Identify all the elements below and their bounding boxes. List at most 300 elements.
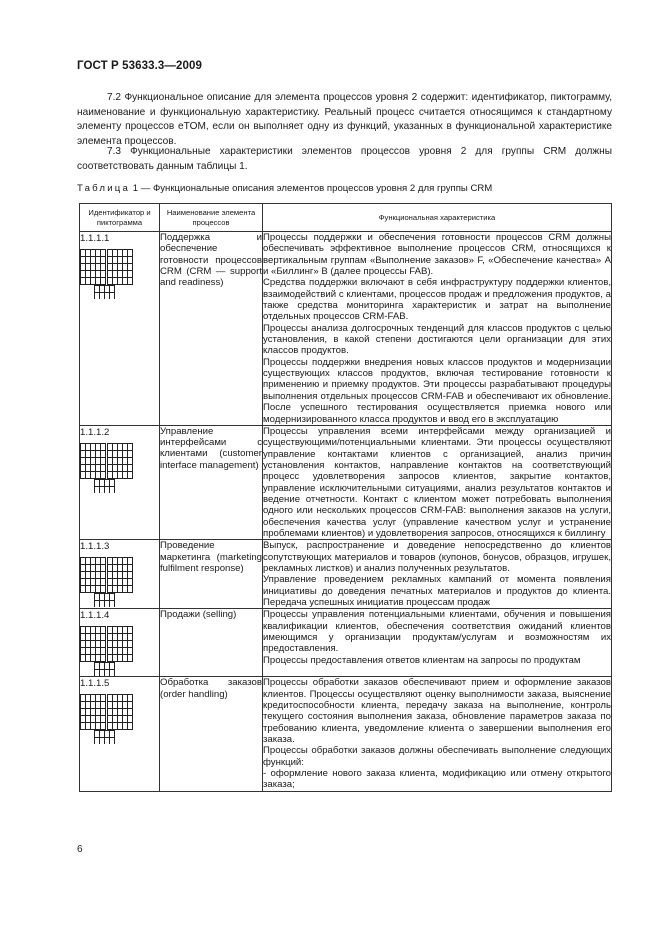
grid-cell bbox=[118, 450, 123, 457]
grid-cell bbox=[91, 723, 96, 730]
grid-cell bbox=[123, 702, 128, 709]
grid-cell bbox=[113, 565, 118, 572]
header-desc: Функциональная характеристика bbox=[263, 204, 612, 232]
grid-cell bbox=[86, 702, 91, 709]
grid-cell bbox=[91, 716, 96, 723]
grid-cell bbox=[100, 670, 105, 677]
grid-cell bbox=[91, 627, 96, 634]
grid-cell bbox=[101, 443, 106, 450]
grid-cell bbox=[108, 723, 113, 730]
grid-cell bbox=[101, 457, 106, 464]
grid-cell bbox=[105, 663, 110, 670]
grid-cell bbox=[108, 257, 113, 264]
grid-cell bbox=[95, 601, 100, 608]
grid-cell bbox=[118, 586, 123, 593]
grid-cell bbox=[96, 648, 101, 655]
grid-cell bbox=[123, 586, 128, 593]
grid-cell bbox=[91, 471, 96, 478]
grid-cell bbox=[96, 450, 101, 457]
table-caption bbox=[77, 183, 492, 194]
grid-cell bbox=[128, 702, 133, 709]
grid-cell bbox=[96, 443, 101, 450]
grid-cell bbox=[105, 670, 110, 677]
grid-cell bbox=[96, 565, 101, 572]
grid-cell bbox=[100, 479, 105, 486]
paragraph-7-2-text: 7.2 Функциональное описание для элемента процессов уровня 2 содержит: идентификатор, пиктограмму, наименование и функциональную характеристику. Реальный процесс считается относящимся к стандартному элементу процессов eTOM, если он выполняет одну из функций, указанных в функциональной характеристике элемента процессов. bbox=[77, 92, 612, 147]
grid-cell bbox=[118, 443, 123, 450]
grid-cell bbox=[113, 695, 118, 702]
grid-cell bbox=[91, 278, 96, 285]
row-process-name: Обработка заказов (order handling) bbox=[160, 677, 262, 700]
grid-cell bbox=[110, 293, 115, 300]
grid-cell bbox=[105, 601, 110, 608]
grid-cell bbox=[101, 709, 106, 716]
grid-cell bbox=[91, 271, 96, 278]
description-paragraph: Процессы поддержки и обеспечения готовности процессов CRM должны обеспечивать эффективное выполнение процессов CRM, относящихся к вертикальным группам «Выполнение заказов» F, «Обеспечение качества» А и «Биллинг» В (далее процессы FAB). bbox=[263, 232, 611, 278]
description-paragraph: - оформление нового заказа клиента, модификацию или отмену открытого заказа; bbox=[263, 768, 611, 791]
table-row bbox=[80, 540, 612, 609]
grid-cell bbox=[128, 464, 133, 471]
row-name-cell bbox=[160, 609, 263, 677]
table-row bbox=[80, 232, 612, 426]
grid-cell bbox=[118, 264, 123, 271]
grid-cell bbox=[86, 464, 91, 471]
table-row bbox=[80, 609, 612, 677]
grid-cell bbox=[118, 257, 123, 264]
row-process-name: Проведение маркетинга (marketing fulfilment response) bbox=[160, 540, 262, 574]
grid-cell bbox=[91, 702, 96, 709]
grid-cell bbox=[123, 457, 128, 464]
grid-cell bbox=[91, 464, 96, 471]
grid-cell bbox=[108, 716, 113, 723]
page-number: 6 bbox=[77, 844, 83, 855]
grid-cell bbox=[101, 250, 106, 257]
grid-cell bbox=[128, 723, 133, 730]
description-paragraph: Процессы управления всеми интерфейсами между организацией и существующими/потенциальными клиентами. Эти процессы осуществляют управление контактами клиентов с организацией, анализ причин установления контактов, направление контактов на соответствующий процесс удовлетворения запросов клиентов, закрытие контактов, управление исключительными ситуациями, анализ результатов контактов и ведение отчетности. Контакт с клиентом может потребовать выполнения одного или нескольких процессов CRM-FAB: выполнения заказов на услуги, обеспечения качества услуг (управление качеством услуг и устранение проблемами клиентов) и удовлетворения запросов, относящихся к биллингу bbox=[263, 425, 611, 539]
grid-cell bbox=[123, 579, 128, 586]
description-paragraph: Процессы поддержки внедрения новых классов продуктов и модернизации существующих классов продуктов, включая тестирование готовности к применению и приемку продуктов. Эти процессы разрабатывают процедуры выполнения отдельных процессов CRM-FAB и обеспечивают их обновление. После успешного тестирования осуществляется приемка нового или модернизированного класса продуктов и ввод его в эксплуатацию bbox=[263, 356, 611, 425]
grid-cell bbox=[101, 271, 106, 278]
grid-cell bbox=[108, 709, 113, 716]
description-paragraph: Процессы управления потенциальными клиентами, обучения и повышения квалификации клиентов, обеспечения соответствия ожиданий клиентов имеющимся у организации продуктам/услугам и возможностям их предоставления. bbox=[263, 609, 611, 655]
grid-cell bbox=[96, 572, 101, 579]
row-id-cell bbox=[80, 540, 160, 609]
grid-cell bbox=[123, 655, 128, 662]
grid-cell bbox=[118, 558, 123, 565]
grid-cell bbox=[101, 264, 106, 271]
row-identifier: 1.1.1.5 bbox=[80, 678, 110, 690]
grid-cell bbox=[81, 702, 86, 709]
grid-cell bbox=[123, 627, 128, 634]
grid-cell bbox=[128, 572, 133, 579]
grid-cell bbox=[91, 695, 96, 702]
description-paragraph: Управление проведением рекламных кампаний от момента появления инициативы до доведения печатных материалов и продуктов до клиента. Передача успешных инициатив процессам продаж bbox=[263, 574, 611, 608]
grid-cell bbox=[113, 250, 118, 257]
grid-cell bbox=[128, 250, 133, 257]
grid-cell bbox=[128, 648, 133, 655]
grid-cell bbox=[95, 738, 100, 745]
grid-cell bbox=[81, 558, 86, 565]
grid-cell bbox=[100, 663, 105, 670]
grid-cell bbox=[118, 565, 123, 572]
grid-cell bbox=[108, 278, 113, 285]
grid-cell bbox=[110, 479, 115, 486]
grid-cell bbox=[86, 723, 91, 730]
table-caption-text: 1 — Функциональные описания элементов процессов уровня 2 для группы CRM bbox=[132, 183, 493, 194]
grid-cell bbox=[81, 250, 86, 257]
grid-cell bbox=[101, 634, 106, 641]
grid-cell bbox=[86, 634, 91, 641]
grid-cell bbox=[118, 457, 123, 464]
grid-cell bbox=[128, 709, 133, 716]
grid-cell bbox=[100, 293, 105, 300]
grid-cell bbox=[86, 579, 91, 586]
grid-cell bbox=[86, 586, 91, 593]
table-row bbox=[80, 425, 612, 539]
grid-cell bbox=[118, 464, 123, 471]
row-process-name: Продажи (selling) bbox=[160, 609, 237, 621]
grid-cell bbox=[81, 271, 86, 278]
process-grid-icon bbox=[80, 694, 140, 744]
grid-cell bbox=[110, 670, 115, 677]
grid-cell bbox=[95, 594, 100, 601]
grid-cell bbox=[81, 264, 86, 271]
grid-cell bbox=[86, 565, 91, 572]
grid-cell bbox=[123, 565, 128, 572]
grid-cell bbox=[100, 286, 105, 293]
grid-cell bbox=[101, 558, 106, 565]
grid-cell bbox=[113, 579, 118, 586]
grid-cell bbox=[96, 716, 101, 723]
grid-cell bbox=[123, 695, 128, 702]
grid-cell bbox=[108, 572, 113, 579]
process-grid-icon bbox=[80, 443, 140, 493]
grid-cell bbox=[105, 286, 110, 293]
grid-cell bbox=[81, 457, 86, 464]
grid-cell bbox=[128, 634, 133, 641]
grid-cell bbox=[96, 723, 101, 730]
grid-cell bbox=[113, 716, 118, 723]
grid-cell bbox=[96, 627, 101, 634]
grid-cell bbox=[86, 278, 91, 285]
grid-cell bbox=[108, 471, 113, 478]
grid-cell bbox=[95, 663, 100, 670]
grid-cell bbox=[91, 709, 96, 716]
grid-cell bbox=[113, 257, 118, 264]
grid-cell bbox=[91, 648, 96, 655]
grid-cell bbox=[110, 663, 115, 670]
grid-cell bbox=[95, 293, 100, 300]
grid-cell bbox=[108, 579, 113, 586]
grid-cell bbox=[113, 634, 118, 641]
grid-cell bbox=[100, 731, 105, 738]
grid-cell bbox=[86, 648, 91, 655]
grid-cell bbox=[108, 450, 113, 457]
grid-cell bbox=[96, 634, 101, 641]
row-desc-cell bbox=[263, 232, 612, 426]
grid-cell bbox=[118, 579, 123, 586]
grid-cell bbox=[123, 716, 128, 723]
row-identifier: 1.1.1.4 bbox=[80, 610, 110, 622]
grid-cell bbox=[91, 572, 96, 579]
description-paragraph: Процессы обработки заказов должны обеспечивать выполнение следующих функций: bbox=[263, 745, 611, 768]
grid-cell bbox=[110, 601, 115, 608]
table-caption-label: Таблица bbox=[77, 183, 131, 194]
grid-cell bbox=[86, 471, 91, 478]
row-desc-cell bbox=[263, 609, 612, 677]
grid-cell bbox=[128, 565, 133, 572]
grid-cell bbox=[95, 486, 100, 493]
grid-cell bbox=[105, 738, 110, 745]
grid-cell bbox=[91, 579, 96, 586]
grid-cell bbox=[86, 250, 91, 257]
grid-cell bbox=[96, 471, 101, 478]
grid-cell bbox=[108, 641, 113, 648]
grid-cell bbox=[118, 716, 123, 723]
grid-cell bbox=[113, 558, 118, 565]
grid-cell bbox=[81, 572, 86, 579]
grid-cell bbox=[128, 716, 133, 723]
grid-cell bbox=[123, 641, 128, 648]
grid-cell bbox=[118, 634, 123, 641]
row-name-cell bbox=[160, 677, 263, 791]
grid-cell bbox=[128, 471, 133, 478]
grid-cell bbox=[108, 464, 113, 471]
row-id-cell bbox=[80, 677, 160, 791]
description-paragraph: Выпуск, распространение и доведение непосредственно до клиентов сопутствующих материалов и товаров (купонов, бонусов, образцов, игрушек, рекламных листков) и анализ полученных результатов. bbox=[263, 540, 611, 574]
grid-cell bbox=[96, 702, 101, 709]
grid-cell bbox=[113, 709, 118, 716]
grid-cell bbox=[118, 278, 123, 285]
grid-cell bbox=[101, 464, 106, 471]
grid-cell bbox=[118, 648, 123, 655]
row-desc-cell bbox=[263, 425, 612, 539]
grid-cell bbox=[118, 627, 123, 634]
grid-cell bbox=[100, 601, 105, 608]
paragraph-7-2 bbox=[77, 91, 612, 149]
grid-cell bbox=[108, 627, 113, 634]
description-paragraph: Процессы анализа долгосрочных тенденций для классов продуктов с целью установления, в какой степени достигаются цели организации для этих классов продуктов. bbox=[263, 322, 611, 357]
grid-cell bbox=[81, 716, 86, 723]
grid-cell bbox=[128, 586, 133, 593]
grid-cell bbox=[101, 648, 106, 655]
description-paragraph: Процессы предоставления ответов клиентам на запросы по продуктам bbox=[263, 654, 581, 666]
grid-cell bbox=[113, 572, 118, 579]
grid-cell bbox=[95, 731, 100, 738]
row-id-cell bbox=[80, 425, 160, 539]
grid-cell bbox=[118, 271, 123, 278]
grid-cell bbox=[108, 702, 113, 709]
grid-cell bbox=[86, 264, 91, 271]
grid-cell bbox=[81, 464, 86, 471]
paragraph-7-3-text: 7.3 Функциональные характеристики элементов процессов уровня 2 для группы CRM должны соответствовать данным таблицы 1. bbox=[77, 146, 612, 172]
row-identifier: 1.1.1.3 bbox=[80, 541, 110, 553]
grid-cell bbox=[108, 558, 113, 565]
functions-table bbox=[79, 203, 612, 792]
grid-cell bbox=[123, 572, 128, 579]
process-grid-icon bbox=[80, 249, 140, 299]
grid-cell bbox=[96, 709, 101, 716]
grid-cell bbox=[96, 250, 101, 257]
grid-cell bbox=[118, 702, 123, 709]
grid-cell bbox=[123, 648, 128, 655]
grid-cell bbox=[128, 443, 133, 450]
grid-cell bbox=[81, 634, 86, 641]
grid-cell bbox=[128, 558, 133, 565]
grid-cell bbox=[110, 731, 115, 738]
grid-cell bbox=[123, 471, 128, 478]
grid-cell bbox=[113, 627, 118, 634]
grid-cell bbox=[113, 723, 118, 730]
grid-cell bbox=[81, 257, 86, 264]
grid-cell bbox=[105, 479, 110, 486]
grid-cell bbox=[113, 264, 118, 271]
table-header-row bbox=[80, 204, 612, 232]
grid-cell bbox=[108, 443, 113, 450]
grid-cell bbox=[81, 695, 86, 702]
table-row bbox=[80, 677, 612, 791]
description-paragraph: Средства поддержки включают в себя инфраструктуру поддержки клиентов, взаимодействий с клиентами, процессов продаж и предложения продуктов, а также средства мониторинга характеристик и затрат на выполнение отдельных процессов CRM-FAB. bbox=[263, 277, 611, 323]
grid-cell bbox=[96, 464, 101, 471]
grid-cell bbox=[101, 702, 106, 709]
grid-cell bbox=[96, 586, 101, 593]
grid-cell bbox=[101, 278, 106, 285]
row-desc-cell bbox=[263, 677, 612, 791]
grid-cell bbox=[113, 457, 118, 464]
grid-cell bbox=[128, 271, 133, 278]
grid-cell bbox=[100, 738, 105, 745]
grid-cell bbox=[91, 443, 96, 450]
grid-cell bbox=[101, 723, 106, 730]
grid-cell bbox=[128, 655, 133, 662]
row-name-cell bbox=[160, 540, 263, 609]
grid-cell bbox=[123, 450, 128, 457]
grid-cell bbox=[91, 558, 96, 565]
grid-cell bbox=[108, 250, 113, 257]
grid-cell bbox=[81, 655, 86, 662]
grid-cell bbox=[108, 655, 113, 662]
row-identifier: 1.1.1.2 bbox=[80, 426, 110, 438]
grid-cell bbox=[81, 723, 86, 730]
row-id-cell bbox=[80, 609, 160, 677]
grid-cell bbox=[91, 264, 96, 271]
grid-cell bbox=[108, 457, 113, 464]
grid-cell bbox=[96, 264, 101, 271]
grid-cell bbox=[96, 278, 101, 285]
grid-cell bbox=[123, 464, 128, 471]
grid-cell bbox=[81, 579, 86, 586]
grid-cell bbox=[105, 293, 110, 300]
grid-cell bbox=[101, 641, 106, 648]
grid-cell bbox=[128, 457, 133, 464]
grid-cell bbox=[91, 655, 96, 662]
grid-cell bbox=[81, 586, 86, 593]
paragraph-7-3 bbox=[77, 145, 612, 174]
grid-cell bbox=[86, 695, 91, 702]
grid-cell bbox=[81, 565, 86, 572]
grid-cell bbox=[96, 457, 101, 464]
grid-cell bbox=[86, 572, 91, 579]
grid-cell bbox=[91, 257, 96, 264]
grid-cell bbox=[101, 695, 106, 702]
grid-cell bbox=[96, 655, 101, 662]
grid-cell bbox=[81, 627, 86, 634]
grid-cell bbox=[81, 709, 86, 716]
grid-cell bbox=[86, 450, 91, 457]
grid-cell bbox=[86, 558, 91, 565]
grid-cell bbox=[123, 257, 128, 264]
grid-cell bbox=[118, 641, 123, 648]
grid-cell bbox=[108, 271, 113, 278]
grid-cell bbox=[123, 558, 128, 565]
grid-cell bbox=[110, 738, 115, 745]
grid-cell bbox=[91, 586, 96, 593]
header-id: Идентификатор и пиктограмма bbox=[80, 204, 160, 232]
grid-cell bbox=[81, 648, 86, 655]
grid-cell bbox=[113, 702, 118, 709]
grid-cell bbox=[81, 641, 86, 648]
grid-cell bbox=[100, 486, 105, 493]
grid-cell bbox=[86, 271, 91, 278]
grid-cell bbox=[128, 579, 133, 586]
document-header: ГОСТ Р 53633.3—2009 bbox=[77, 60, 202, 72]
grid-cell bbox=[101, 586, 106, 593]
grid-cell bbox=[128, 450, 133, 457]
grid-cell bbox=[86, 627, 91, 634]
grid-cell bbox=[101, 716, 106, 723]
header-name: Наименование элемента процессов bbox=[160, 204, 263, 232]
grid-cell bbox=[105, 594, 110, 601]
grid-cell bbox=[91, 457, 96, 464]
grid-cell bbox=[105, 486, 110, 493]
grid-cell bbox=[101, 572, 106, 579]
grid-cell bbox=[128, 695, 133, 702]
row-name-cell bbox=[160, 232, 263, 426]
grid-cell bbox=[128, 278, 133, 285]
grid-cell bbox=[118, 655, 123, 662]
grid-cell bbox=[108, 264, 113, 271]
grid-cell bbox=[95, 286, 100, 293]
grid-cell bbox=[86, 443, 91, 450]
grid-cell bbox=[101, 565, 106, 572]
grid-cell bbox=[123, 271, 128, 278]
grid-cell bbox=[86, 457, 91, 464]
process-grid-icon bbox=[80, 557, 140, 607]
grid-cell bbox=[108, 648, 113, 655]
grid-cell bbox=[123, 634, 128, 641]
grid-cell bbox=[113, 278, 118, 285]
grid-cell bbox=[101, 471, 106, 478]
grid-cell bbox=[95, 670, 100, 677]
grid-cell bbox=[113, 450, 118, 457]
grid-cell bbox=[101, 579, 106, 586]
row-desc-cell bbox=[263, 540, 612, 609]
grid-cell bbox=[118, 709, 123, 716]
grid-cell bbox=[96, 695, 101, 702]
row-identifier: 1.1.1.1 bbox=[80, 233, 110, 244]
grid-cell bbox=[118, 723, 123, 730]
grid-cell bbox=[118, 572, 123, 579]
grid-cell bbox=[86, 257, 91, 264]
row-process-name: Управление интерфейсами с клиентами (customer interface management) bbox=[160, 425, 262, 471]
grid-cell bbox=[128, 257, 133, 264]
grid-cell bbox=[113, 641, 118, 648]
grid-cell bbox=[100, 594, 105, 601]
description-paragraph: Процессы обработки заказов обеспечивают прием и оформление заказов клиентов. Процессы осуществляют оценку выполнимости заказа, выяснение кредитоспособности клиента, передачу заказа на выполнение, контроль текущего состояния выполнения заказа, обновление параметров заказа по требованию клиента, уведомление клиента о завершении выполнения его заказа. bbox=[263, 677, 611, 746]
grid-cell bbox=[101, 257, 106, 264]
grid-cell bbox=[123, 443, 128, 450]
grid-cell bbox=[91, 634, 96, 641]
